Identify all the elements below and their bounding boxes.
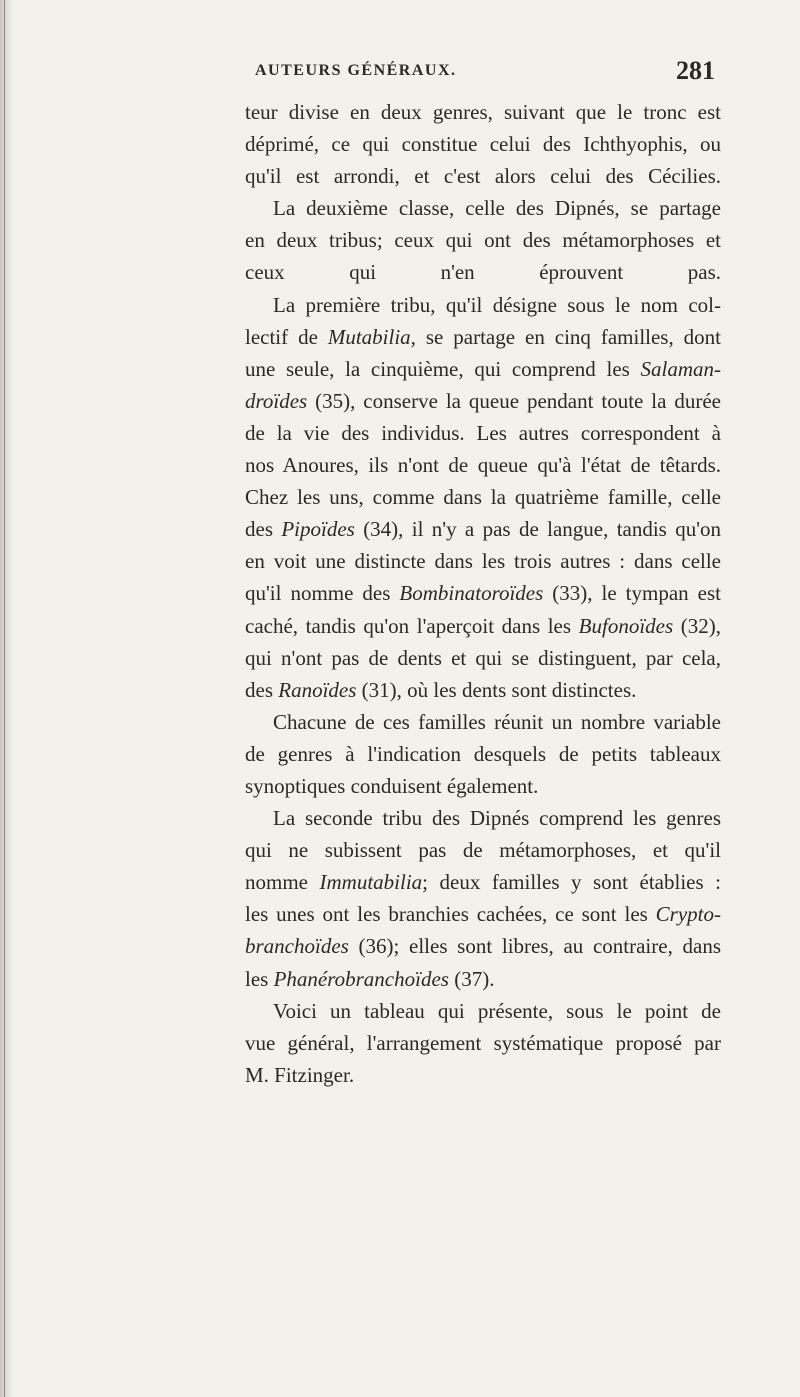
book-spine-edge <box>0 0 12 1397</box>
text-run: qu'il nomme des <box>245 581 400 606</box>
text-run: (36); elles sont libres, au contraire, dans <box>348 934 721 959</box>
text-line <box>245 706 721 738</box>
text-line <box>245 128 721 160</box>
text-line <box>245 96 721 128</box>
text-line <box>245 866 721 898</box>
text-run: M. Fitzinger. <box>245 1062 355 1087</box>
text-run: Voici un tableau qui présente, sous le point de <box>273 998 721 1023</box>
text-run: La deuxième classe, celle des Dipnés, se partage <box>273 196 721 221</box>
text-run: teur divise en deux genres, suivant que le tronc est <box>245 100 721 124</box>
text-run: Chez les uns, comme dans la quatrième famille, celle <box>245 485 721 510</box>
text-run: des <box>245 677 279 702</box>
text-line <box>245 385 721 417</box>
text-run: nos Anoures, ils n'ont de queue qu'à l'état de têtards. <box>245 453 721 478</box>
text-line <box>245 1059 721 1091</box>
italic-term: droïdes <box>245 388 308 413</box>
text-line <box>245 353 721 385</box>
text-run: Chacune de ces familles réunit un nombre variable <box>273 709 721 734</box>
italic-term: Bombinatoroïdes <box>399 581 544 606</box>
text-run: en voit une distincte dans les trois autres : dans celle <box>245 549 721 574</box>
italic-term: Salaman- <box>640 356 721 381</box>
text-run: La première tribu, qu'il désigne sous le nom col- <box>273 292 721 317</box>
body-text <box>245 96 721 1091</box>
text-run: (32), <box>673 613 721 638</box>
text-run: déprimé, ce qui constitue celui des Ichthyophis, ou <box>245 132 721 157</box>
text-line <box>245 930 721 962</box>
text-run: en deux tribus; ceux qui ont des métamorphoses et <box>245 228 721 253</box>
text-run: (33), le tympan est <box>543 581 721 606</box>
italic-term: Pipoïdes <box>281 517 355 542</box>
text-run: qui ne subissent pas de métamorphoses, et qu'il <box>245 838 721 863</box>
text-line <box>245 481 721 513</box>
gutter-line <box>4 0 5 1397</box>
text-run: de genres à l'indication desquels de petits tableaux <box>245 741 721 766</box>
text-line <box>245 770 721 802</box>
text-run: les <box>245 966 274 991</box>
page-header <box>255 56 715 92</box>
text-run: La seconde tribu des Dipnés comprend les genres <box>273 806 721 831</box>
text-line <box>245 610 721 642</box>
italic-term: branchoïdes <box>245 934 349 959</box>
text-run: (34), il n'y a pas de langue, tandis qu'on <box>354 517 721 542</box>
text-run: lectif de <box>245 324 328 349</box>
italic-term: Crypto- <box>655 902 721 927</box>
text-run: (35), conserve la queue pendant toute la durée <box>307 388 721 413</box>
text-run: une seule, la cinquième, qui comprend les <box>245 356 641 381</box>
italic-term: Bufonoïdes <box>578 613 674 638</box>
text-run: qu'il est arrondi, et c'est alors celui des Cécilies. <box>245 164 721 189</box>
text-line <box>245 642 721 674</box>
text-line <box>245 256 721 288</box>
text-run: des <box>245 517 282 542</box>
text-line <box>245 545 721 577</box>
italic-term: Ranoïdes <box>278 677 357 702</box>
text-line <box>245 738 721 770</box>
text-line <box>245 674 721 706</box>
text-line <box>245 577 721 609</box>
text-run: , se partage en cinq familles, dont <box>410 324 721 349</box>
text-run: qui n'ont pas de dents et qui se distinguent, par cela, <box>245 645 721 670</box>
text-run: les unes ont les branchies cachées, ce sont les <box>245 902 656 927</box>
text-line <box>245 449 721 481</box>
text-run: ; deux familles y sont établies : <box>422 870 721 895</box>
text-line <box>245 513 721 545</box>
text-line <box>245 1027 721 1059</box>
italic-term: Phanérobranchoïdes <box>273 966 449 991</box>
text-run: (37). <box>448 966 495 991</box>
text-line <box>245 192 721 224</box>
text-line <box>245 289 721 321</box>
text-run: caché, tandis qu'on l'aperçoit dans les <box>245 613 579 638</box>
text-line <box>245 160 721 192</box>
italic-term: Mutabilia <box>327 324 411 349</box>
text-run: synoptiques conduisent également. <box>245 773 539 798</box>
text-line <box>245 224 721 256</box>
text-line <box>245 802 721 834</box>
italic-term: Immutabilia <box>319 870 423 895</box>
text-run: vue général, l'arrangement systématique proposé par <box>245 1030 721 1055</box>
text-line <box>245 417 721 449</box>
text-line <box>245 963 721 995</box>
text-line <box>245 898 721 930</box>
page-number: 281 <box>676 56 715 85</box>
text-line <box>245 834 721 866</box>
text-run: ceux qui n'en éprouvent pas. <box>245 260 721 285</box>
text-line <box>245 995 721 1027</box>
text-line <box>245 321 721 353</box>
text-run: (31), où les dents sont distinctes. <box>356 677 637 702</box>
text-run: nomme <box>245 870 320 895</box>
text-run: de la vie des individus. Les autres correspondent à <box>245 420 721 445</box>
running-head: AUTEURS GÉNÉRAUX. <box>255 62 457 79</box>
